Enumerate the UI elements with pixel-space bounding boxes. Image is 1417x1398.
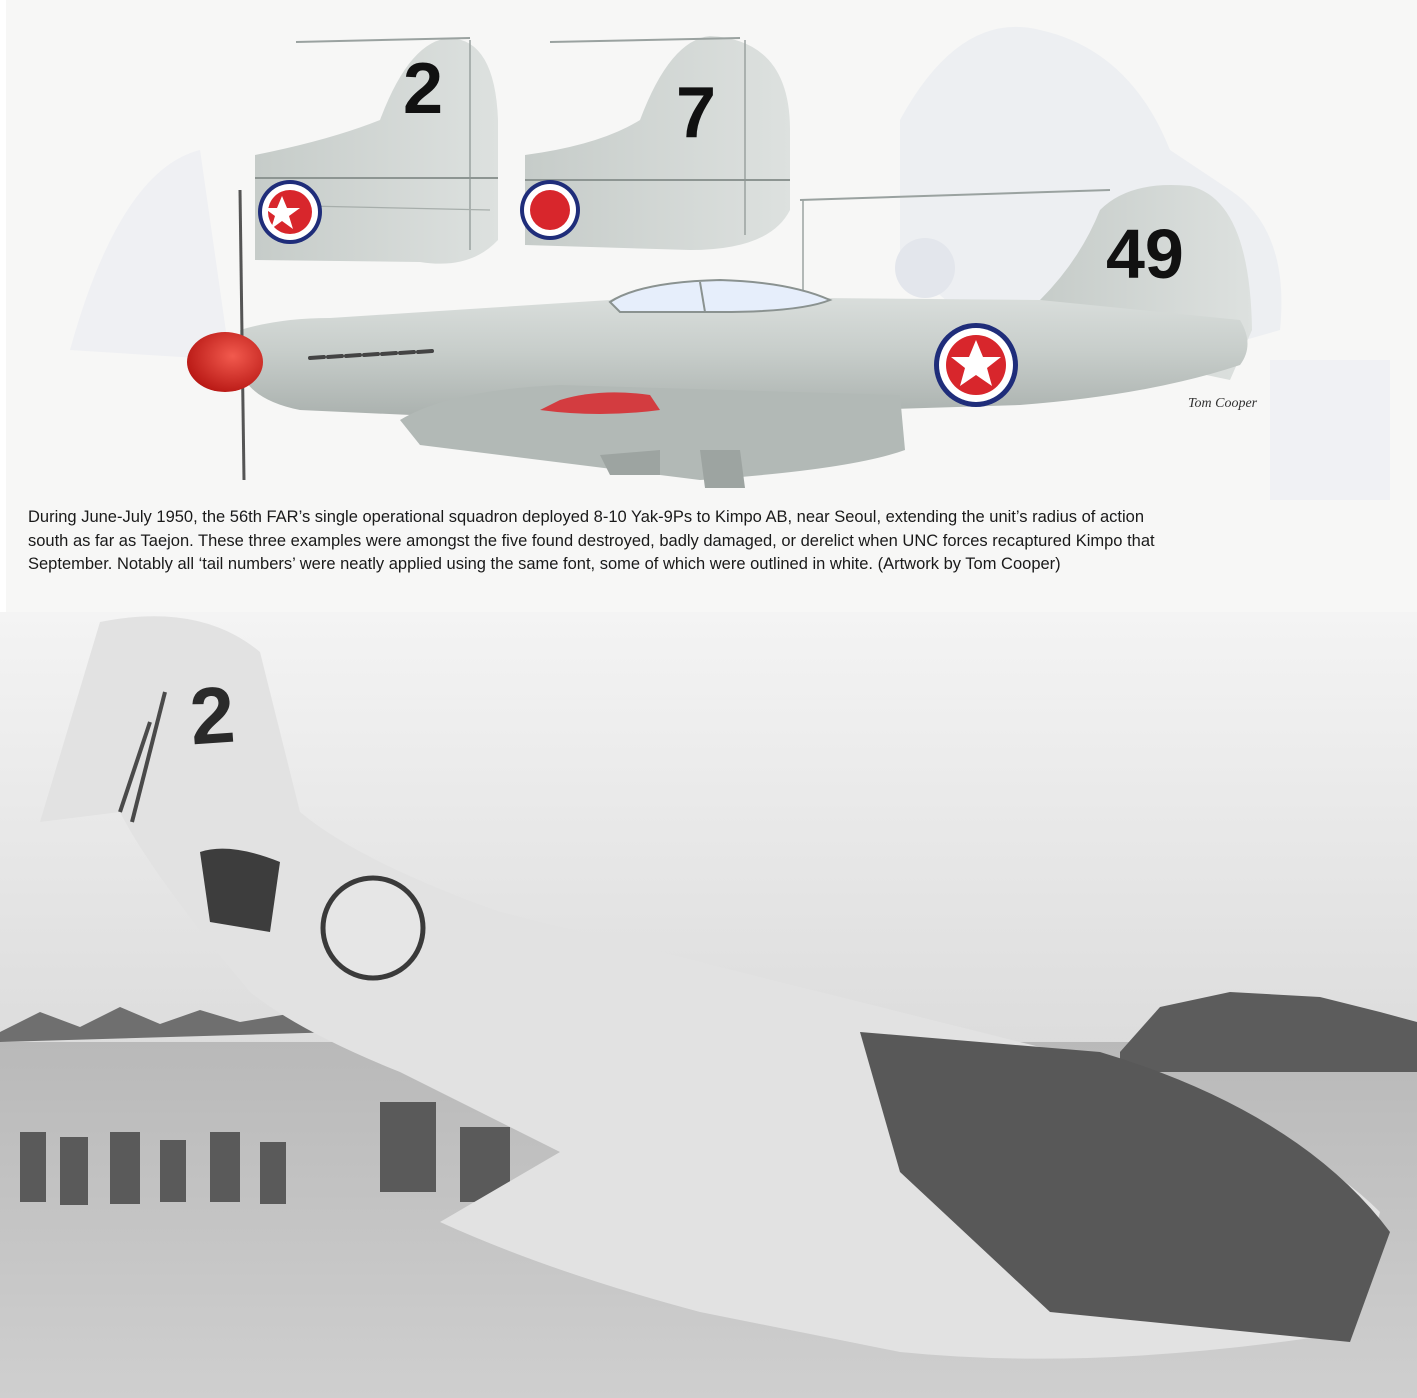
tail-number-7: 7 <box>676 73 717 153</box>
wreck-photograph <box>0 612 1417 1398</box>
tail-number-49: 49 <box>1106 215 1184 293</box>
artwork-panel <box>0 0 1417 612</box>
caption-line-1: During June-July 1950, the 56th FAR’s single operational squadron deployed 8-10 Yak-9Ps to Kimpo AB, near Seoul, extending the unit’s radius of action <box>28 508 1144 526</box>
figure-caption <box>28 506 1398 577</box>
tail-number-2: 2 <box>403 49 444 129</box>
caption-line-3: September. Notably all ‘tail numbers’ were neatly applied using the same font, some of which were outlined in white. (Artwork by Tom Cooper) <box>28 555 1061 573</box>
artist-signature: Tom Cooper <box>1188 396 1258 411</box>
tail-detail-2 <box>255 38 498 264</box>
tail-detail-7 <box>520 36 790 250</box>
photo-tail-number: 2 <box>186 669 238 762</box>
caption-line-2: south as far as Taejon. These three examples were amongst the five found destroyed, badly damaged, or derelict when UNC forces recaptured Kimpo that <box>28 531 1155 550</box>
